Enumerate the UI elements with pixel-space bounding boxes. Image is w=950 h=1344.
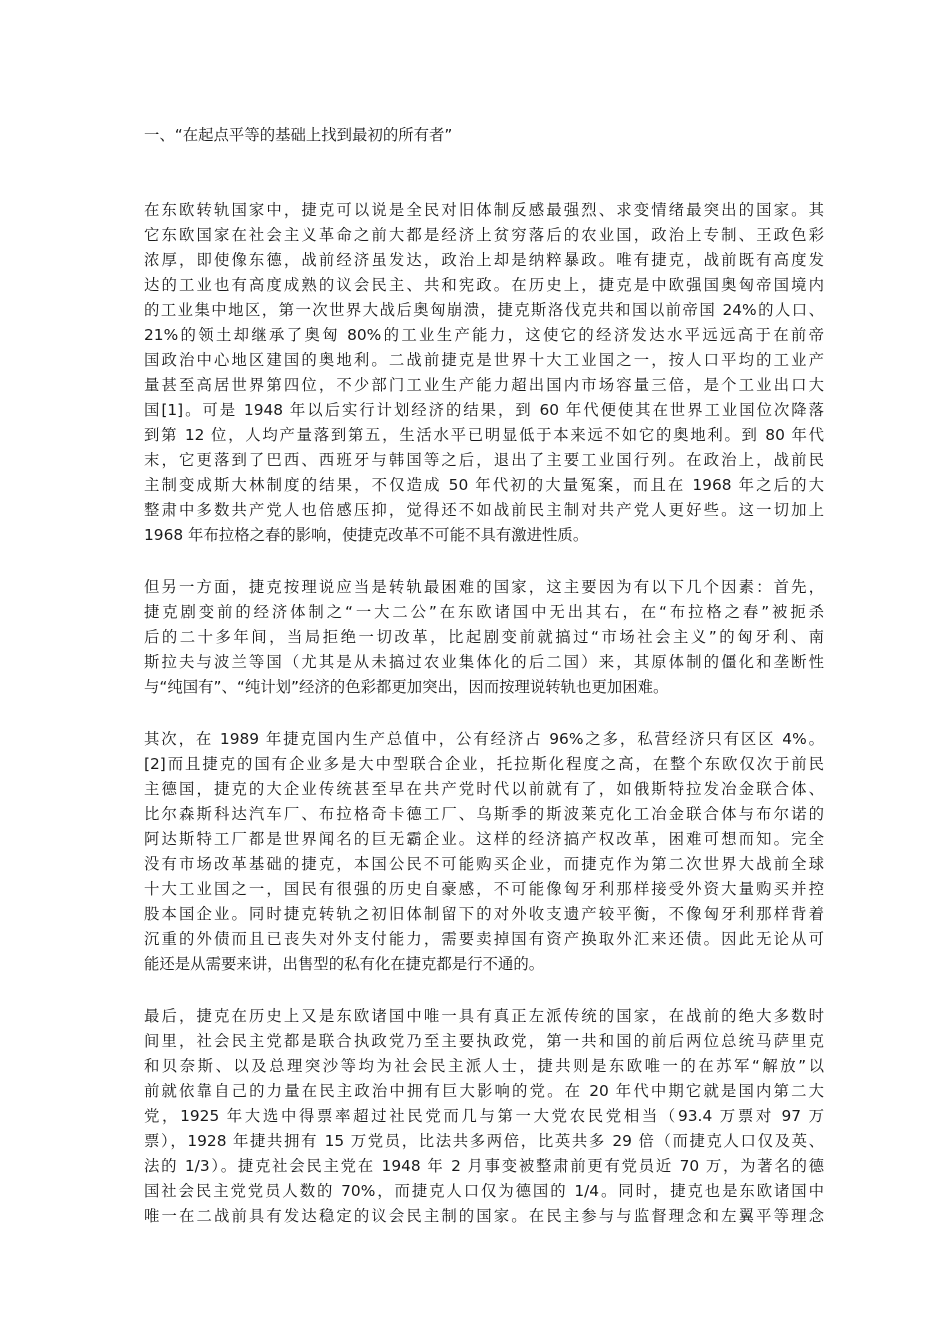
paragraph-line: 股本国企业。同时捷克转轨之初旧体制留下的对外收支遗产较平衡，不像匈牙利那样背着 (144, 905, 824, 923)
paragraph-line: 和贝奈斯、以及总理突沙等均为社会民主派人士，捷共则是东欧唯一的在苏军“解放”以 (144, 1057, 824, 1075)
paragraph (144, 575, 824, 700)
paragraph-line: 但另一方面，捷克按理说应当是转轨最困难的国家，这主要因为有以下几个因素：首先， (144, 578, 824, 596)
paragraph-line: 没有市场改革基础的捷克，本国公民不可能购买企业，而捷克作为第二次世界大战前全球 (144, 855, 824, 873)
paragraph-line: [2]而且捷克的国有企业多是大中型联合企业，托拉斯化程度之高，在整个东欧仅次于前民 (144, 755, 824, 773)
paragraph-line: 最后，捷克在历史上又是东欧诸国中唯一具有真正左派传统的国家，在战前的绝大多数时 (144, 1007, 824, 1025)
paragraph-line: 其次，在 1989 年捷克国内生产总值中，公有经济占 96%之多，私营经济只有区区 4%。 (144, 730, 824, 748)
paragraph-line: 整肃中多数共产党人也倍感压抑，觉得还不如战前民主制对共产党人更好些。这一切加上 (144, 501, 824, 519)
paragraph-line: 唯一在二战前具有发达稳定的议会民主制的国家。在民主参与与监督理念和左翼平等理念 (144, 1207, 824, 1225)
paragraph-line: 国社会民主党党员人数的 70%，而捷克人口仅为德国的 1/4。同时，捷克也是东欧诸国中 (144, 1182, 824, 1200)
paragraph-line: 前就依靠自己的力量在民主政治中拥有巨大影响的党。在 20 年代中期它就是国内第二大 (144, 1082, 824, 1100)
paragraph (144, 1004, 824, 1229)
paragraph-line: 票），1928 年捷共拥有 15 万党员，比法共多两倍，比英共多 29 倍（而捷克人口仅及英、 (144, 1132, 824, 1150)
paragraph-line: 它东欧国家在社会主义革命之前大都是经济上贫穷落后的农业国，政治上专制、王政色彩 (144, 226, 824, 244)
paragraph-line: 21%的领土却继承了奥匈 80%的工业生产能力，这使它的经济发达水平远远高于在前帝 (144, 326, 824, 344)
paragraph-line: 1968 年布拉格之春的影响，使捷克改革不可能不具有激进性质。 (144, 526, 589, 544)
paragraph-line: 在东欧转轨国家中，捷克可以说是全民对旧体制反感最强烈、求变情绪最突出的国家。其 (144, 201, 824, 219)
paragraph-line: 法的 1/3）。捷克社会民主党在 1948 年 2 月事变被整肃前更有党员近 70 万，为著名的德 (144, 1157, 824, 1175)
paragraph-line: 国[1]。可是 1948 年以后实行计划经济的结果，到 60 年代便使其在世界工业国位次降落 (144, 401, 824, 419)
paragraph-line: 量甚至高居世界第四位，不少部门工业生产能力超出国内市场容量三倍，是个工业出口大 (144, 376, 824, 394)
paragraph-line: 能还是从需要来讲，出售型的私有化在捷克都是行不通的。 (144, 955, 545, 973)
paragraph-line: 间里，社会民主党都是联合执政党乃至主要执政党，第一共和国的前后两位总统马萨里克 (144, 1032, 824, 1050)
paragraph-line: 与“纯国有”、“纯计划”经济的色彩都更加突出，因而按理说转轨也更加困难。 (144, 678, 669, 696)
paragraph-line: 比尔森斯科达汽车厂、布拉格奇卡德工厂、乌斯季的斯波莱克化工冶金联合体与布尔诺的 (144, 805, 824, 823)
paragraph-line: 阿达斯特工厂都是世界闻名的巨无霸企业。这样的经济搞产权改革，困难可想而知。完全 (144, 830, 824, 848)
paragraph-line: 浓厚，即使像东德，战前经济虽发达，政治上却是纳粹暴政。唯有捷克，战前既有高度发 (144, 251, 824, 269)
document-body (144, 123, 824, 1256)
paragraph-line: 末，它更落到了巴西、西班牙与韩国等之后，退出了主要工业国行列。在政治上，战前民 (144, 451, 824, 469)
paragraph-line: 达的工业也有高度成熟的议会民主、共和宪政。在历史上，捷克是中欧强国奥匈帝国境内 (144, 276, 824, 294)
paragraph-line: 主制变成斯大林制度的结果，不仅造成 50 年代初的大量冤案，而且在 1968 年之后的大 (144, 476, 824, 494)
paragraph-line: 后的二十多年间，当局拒绝一切改革，比起剧变前就搞过“市场社会主义”的匈牙利、南 (144, 628, 824, 646)
paragraph-line: 斯拉夫与波兰等国（尤其是从未搞过农业集体化的后二国）来，其原体制的僵化和垄断性 (144, 653, 824, 671)
paragraph-line: 主德国，捷克的大企业传统甚至早在共产党时代以前就有了，如俄斯特拉发冶金联合体、 (144, 780, 824, 798)
paragraph (144, 198, 824, 548)
paragraph-line: 的工业集中地区，第一次世界大战后奥匈崩溃，捷克斯洛伐克共和国以前帝国 24%的人口、 (144, 301, 824, 319)
paragraph (144, 727, 824, 977)
paragraph-line: 捷克剧变前的经济体制之“一大二公”在东欧诸国中无出其右，在“布拉格之春”被扼杀 (144, 603, 824, 621)
paragraph-line: 党，1925 年大选中得票率超过社民党而几与第一大党农民党相当（93.4 万票对 97 万 (144, 1107, 824, 1125)
paragraph-line: 十大工业国之一，国民有很强的历史自豪感，不可能像匈牙利那样接受外资大量购买并控 (144, 880, 824, 898)
paragraph-line: 到第 12 位，人均产量落到第五，生活水平已明显低于本来远不如它的奥地利。到 80 年代 (144, 426, 824, 444)
section-heading: 一、“在起点平等的基础上找到最初的所有者” (144, 126, 453, 144)
paragraph-line: 沉重的外债而且已丧失对外支付能力，需要卖掉国有资产换取外汇来还债。因此无论从可 (144, 930, 824, 948)
paragraph-line: 国政治中心地区建国的奥地利。二战前捷克是世界十大工业国之一，按人口平均的工业产 (144, 351, 824, 369)
